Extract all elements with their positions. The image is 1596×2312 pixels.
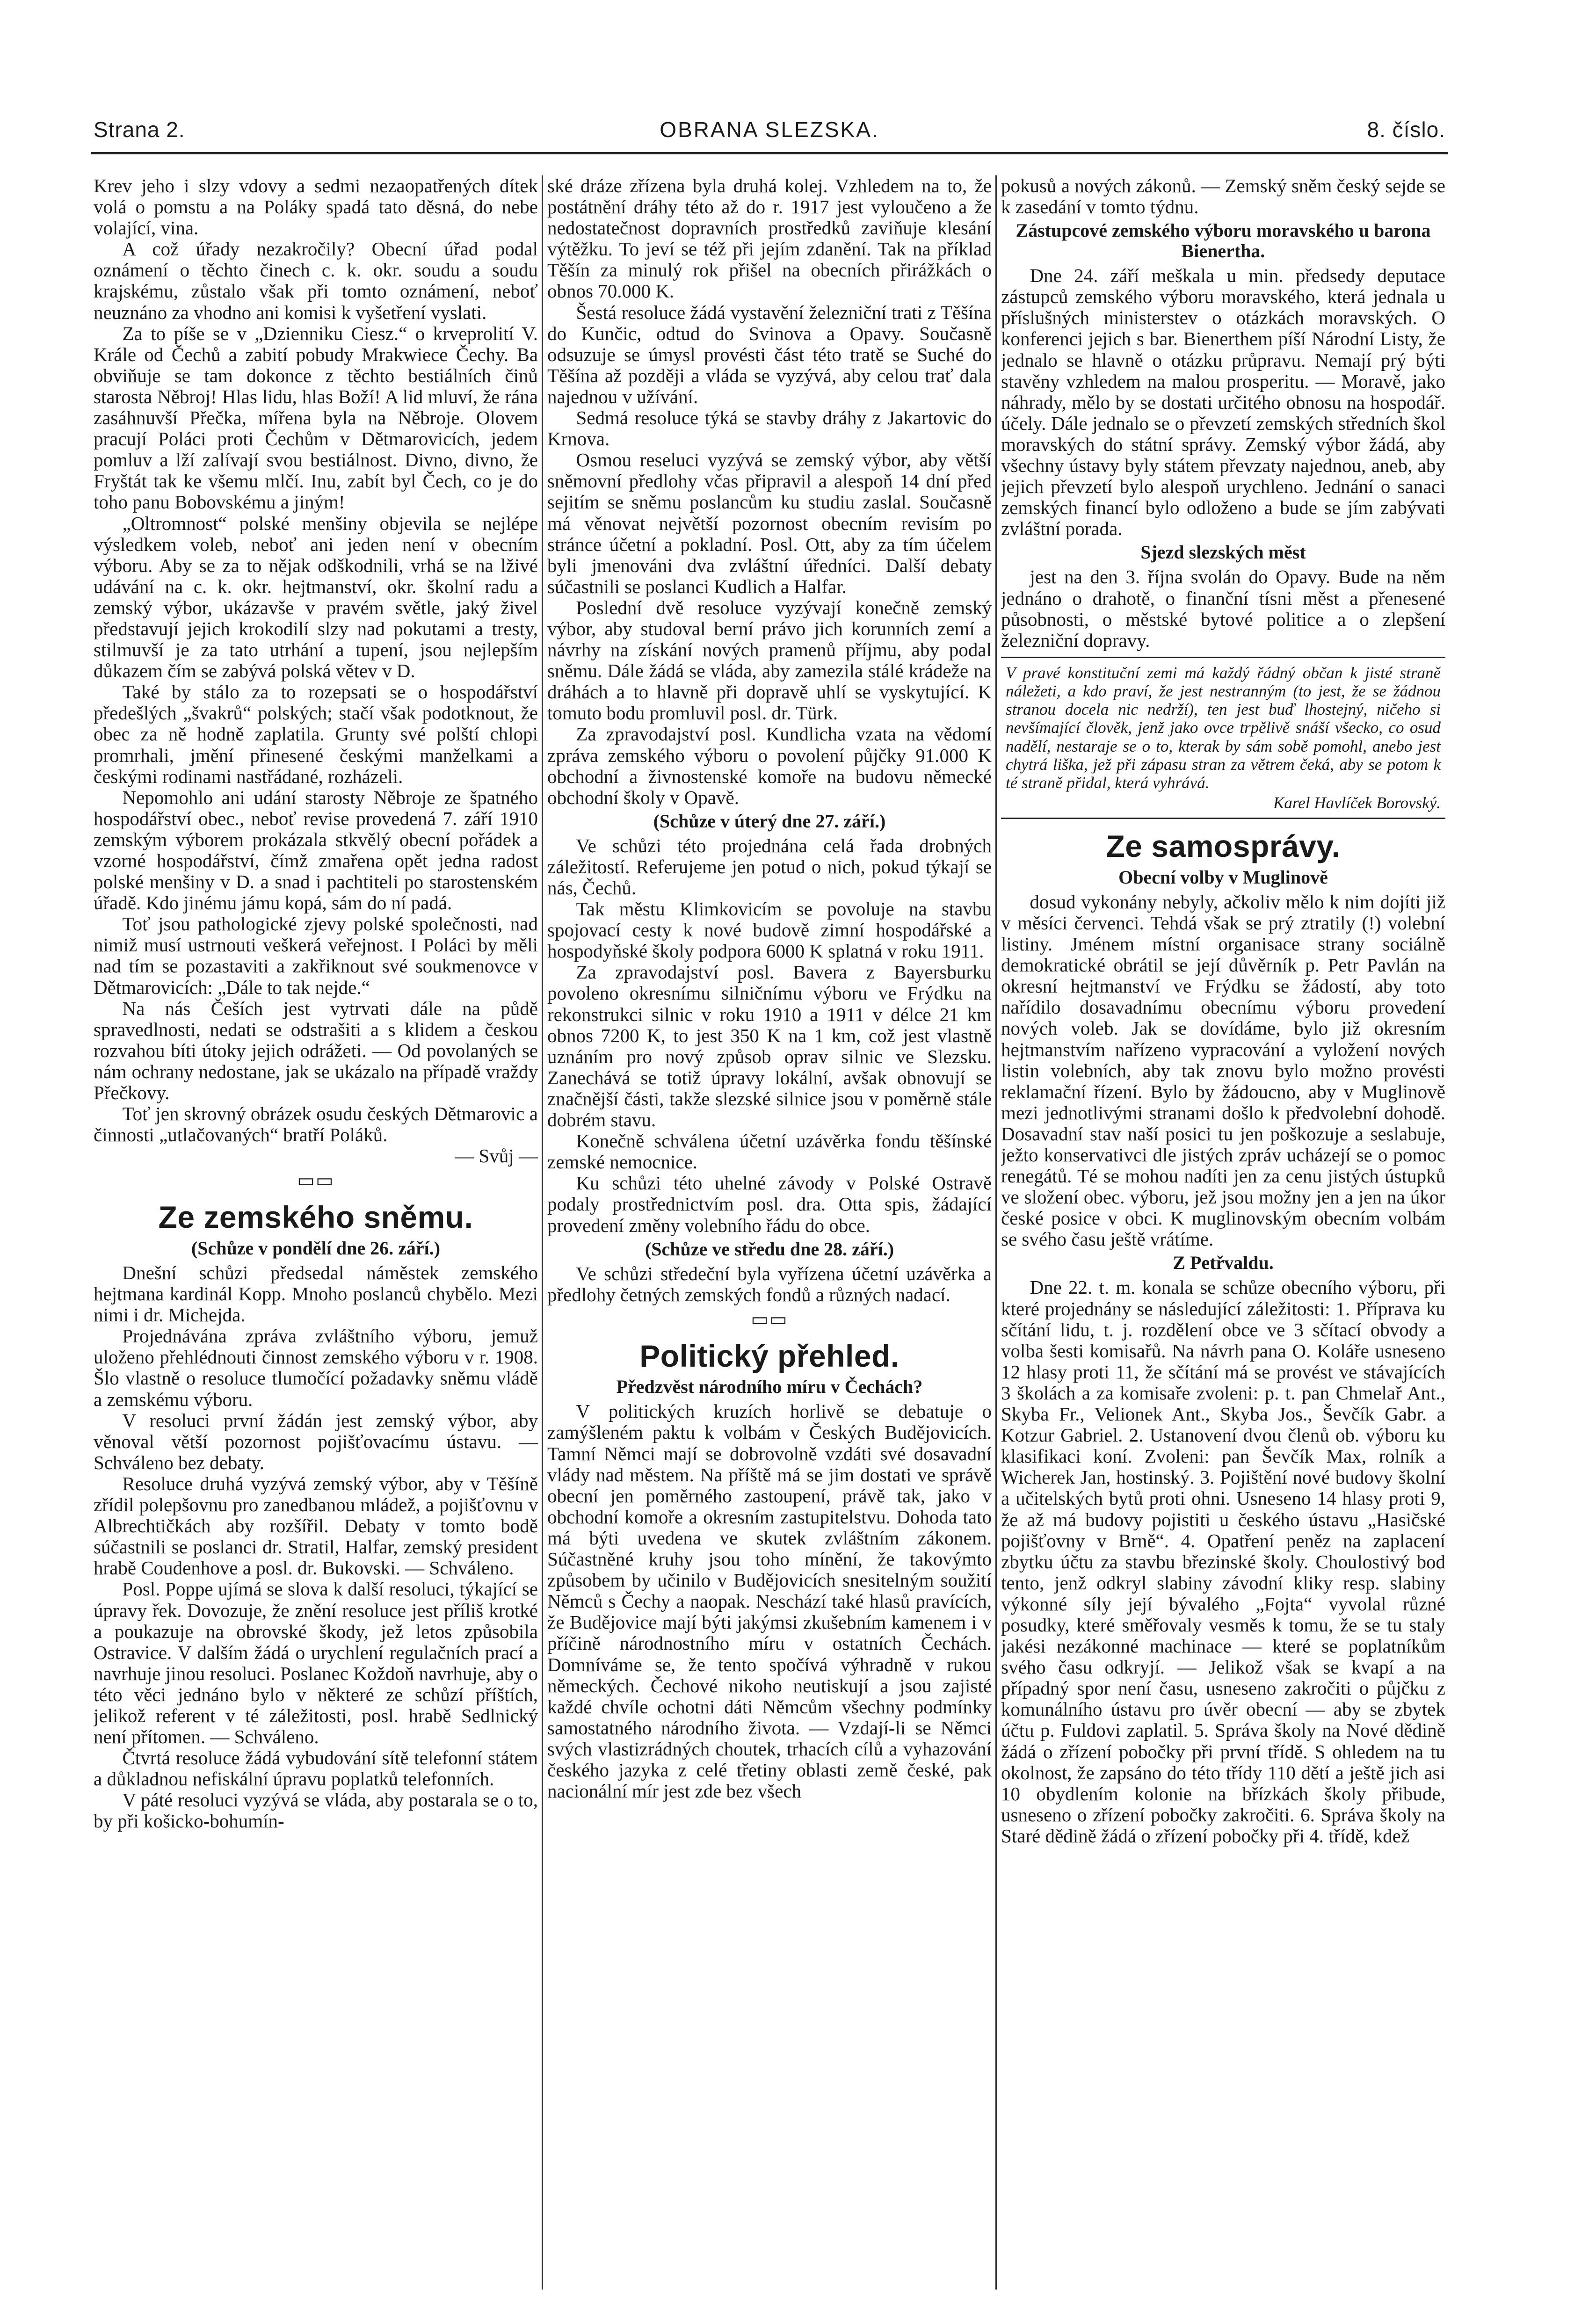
page-header — [94, 117, 1445, 150]
quote-text: V pravé konstituční zemi má každý řádný občan k jisté straně náležeti, a kdo praví, že jest nestranným (to jest, že se žádnou stranou docela nic nedrží), ten jest buď lhostejný, ničeho si nevšímající člověk, jenž jako ovce trpělivě snáší všecko, co osud nadělí, nestaraje se o to, kterak by sám sobě pomohl, anebo jest chytrá liška, jež při zápasu stran za větrem čeká, aby se potom k té straně přidal, která vyhrává. — [1006, 663, 1441, 792]
paragraph: Resoluce druhá vyzývá zemský výbor, aby v Těšíně zřídil polepšovnu pro zanedbanou mládež, a pojišťovnu v Albrechtičkách aby rozšířil. Debaty v tomto bodě súčastnili se poslanci dr. Stratil, Halfar, zemský president hrabě Coudenhove a posl. dr. Bukovski. — Schváleno. — [94, 1472, 538, 1579]
article-lead-heading: Předzvěst národního míru v Čechách? — [616, 1376, 923, 1398]
section-title: Ze samosprávy. — [1106, 829, 1341, 864]
section-title: Ze zemského sněmu. — [158, 1200, 473, 1235]
paragraph: Toť jen skrovný obrázek osudu českých Dětmarovic a činnosti „utlačovaných“ bratří Poláků. — [94, 1103, 538, 1146]
paragraph: Šestá resoluce žádá vystavění železniční trati z Těšína do Kunčic, odtud do Svinova a Opavy. Současně odsuzuje se úmysl provésti část této tratě se Suché do Těšína až později a vláda se vyzývá, aby celou trať dala najednou v užívání. — [547, 301, 992, 407]
page-number: Strana 2. — [94, 117, 185, 142]
paragraph: jest na den 3. října svolán do Opavy. Bude na něm jednáno o drahotě, o finanční tísni měst a přenesené působnosti, o městské bytové politice a o zlepšení železniční dopravy. — [1001, 566, 1445, 651]
paragraph: „Oltromnost“ polské menšiny objevila se nejlépe výsledkem voleb, neboť ani jeden není v obecním výboru. Aby se za to nějak odškodnili, vrhá se na lživé udávání na c. k. okr. hejtmanství, okr. školní radu a zemský výbor, ukázavše v pravém světle, jaký živel představují jejich krokodilí slzy nad pokutami a tresty, stilmuvší je za tato utrhání a tupení, jsou nejlepším důkazem čím se zabývá polská větev v D. — [94, 512, 538, 682]
section-title: Politický přehled. — [639, 1338, 900, 1373]
article-lead-heading: Sjezd slezských měst — [1140, 542, 1306, 563]
column-divider — [995, 175, 997, 2290]
quote-author: Karel Havlíček Borovský. — [1273, 794, 1441, 812]
paragraph: Dne 22. t. m. konala se schůze obecního výboru, při které projednány se následující záležitosti: 1. Příprava ku sčítání lidu, t. j. rozdělení obce ve 3 sčítací obvody a volba šesti komisařů. Na návrh pana O. Koláře usneseno 12 hlasy proti 11, že sčítání má se provést ve stávajících 3 školách a za komisaře zvoleni: p. t. pan Chmelař Ant., Skyba Fr., Velionek Ant., Skyba Jos., Ševčík Gabr. a Kotzur Gabriel. 2. Ustanovení dvou členů ob. výboru ku klasifikaci koní. Zvoleni: pan Ševčík Max, rolník a Wicherek Jan, hostinský. 3. Pojištění nové budovy školní a učitelských bytů proti ohni. Usneseno 14 hlasy proti 9, že až má budovy pojistiti u českého ústavu „Hasičské pojišťovny v Brně“. 4. Opatření peněz na zaplacení zbytku účtu za stavbu březinské školy. Choulostivý bod tento, jenž odkryl slabiny závodní kliky resp. slabiny výkonné síly její bývalého „Fojta“ vyvolal různé posudky, které směřovaly vesměs k tomu, že se tu staly jakési nezákonné machinace — které se poplatníkům svého času odkryjí. — Jelikož však se kvapí a na případný spor není času, usneseno zakročiti o půjčku z komunálního ústavu pro úvěr obecní — aby se zbytek účtu p. Fuldovi zaplatil. 5. Správa školy na Nové dědině žádá o zřízení pobočky při první třídě. S ohledem na tu okolnost, že zapsáno do této třídy 110 dětí a ještě jich asi 10 obydlením kolonie na břízkách školy přibude, usneseno o zřízení pobočky zakročiti. 6. Správa školy na Staré dědině žádá o zřízení pobočky při 4. třídě, kdež — [1001, 1276, 1445, 1847]
paragraph: Krev jeho i slzy vdovy a sedmi nezaopatřených dítek volá o pomstu a na Poláky spadá tato děsná, do nebe volající, vina. — [94, 175, 538, 239]
paragraph: Projednávána zpráva zvláštního výboru, jemuž uloženo přehlédnouti činnost zemského výboru v r. 1908. Šlo vlastně o resoluce tlumočící požadavky sněmu vládě a zemskému výboru. — [94, 1325, 538, 1410]
paragraph: Ve schůzi středeční byla vyřízena účetní uzávěrka a předlohy četných zemských fondů a různých nadací. — [547, 1262, 992, 1305]
paragraph: Ve schůzi této projednána celá řada drobných záležitostí. Referujeme jen potud o nich, pokud týkají se nás, Čechů. — [547, 834, 992, 899]
article-lead-heading: Zástupcové zemského výboru moravského u barona Bienertha. — [1016, 220, 1431, 262]
column-1 — [94, 175, 538, 2290]
section-divider: ▭▭ — [751, 1308, 788, 1330]
column-divider — [542, 175, 543, 2290]
article-signature: — Svůj — — [455, 1145, 538, 1167]
paragraph: A což úřady nezakročily? Obecní úřad podal oznámení o těchto činech c. k. okr. soudu a soudu krajskému, zůstalo však při tomto oznámení, neboť neuznáno za vhodno ani komisi k vyšetření vyslati. — [94, 238, 538, 323]
paragraph: Na nás Češích jest vytrvati dále na půdě spravedlnosti, nedati se odstrašiti a s klidem a českou rozvahou bíti útoky jejich odrážeti. — Od povolaných se nám ochrany nedostane, jak se ukázalo na případě vraždy Přečkovy. — [94, 997, 538, 1104]
paragraph: Také by stálo za to rozepsati se o hospodářství předešlých „švakrů“ polských; stačí však podotknout, že obec za ně hodně zaplatila. Grunty své polští chlopi promrhali, jmění přinesené českými manželkami a českými rodinami nastřádané, rozházeli. — [94, 681, 538, 787]
paragraph: Čtvrtá resoluce žádá vybudování sítě telefonní státem a důkladnou nefiskální úpravu poplatků telefonních. — [94, 1747, 538, 1790]
paragraph: Sedmá resoluce týká se stavby dráhy z Jakartovic do Krnova. — [547, 407, 992, 450]
paragraph: Dnešní schůzi předsedal náměstek zemského hejtmana kardinál Kopp. Mnoho poslanců chybělo. Mezi nimi i dr. Michejda. — [94, 1262, 538, 1326]
paragraph: Dne 24. září meškala u min. předsedy deputace zástupců zemského výboru moravského, která jednala u příslušných ministerstev o otázkách moravských. O konferenci jejich s bar. Bienerthem píší Národní Listy, že jednalo se hlavně o otázku průpravu. Nemají prý býti stavěny vzhledem na malou prosperitu. — Moravě, jako náhrady, mělo by se dostati určitého obnosu na hospodář. účely. Dále jednalo se o převzetí zemských středních škol moravských do státní správy. Zemský výbor žádá, aby všechny ústavy byly státem převzaty najednou, aneb, aby jejich převzetí bylo alespoň urychleno. Jednání o sanaci zemských financí bylo odloženo a bude se jím zabývati zvláštní porada. — [1001, 265, 1445, 540]
paragraph: Tak městu Klimkovicím se povoluje na stavbu spojovací cesty k nové budově zimní hospodářské a hospodyňské školy podpora 6000 K splatná v roku 1911. — [547, 898, 992, 962]
paragraph: Toť jsou pathologické zjevy polské společnosti, nad nimiž musí ustrnouti veškerá veřejnost. I Poláci by měli nad tím se pozastaviti a zakřiknout své soukmenovce v Dětmarovicích: „Dále to tak nejde.“ — [94, 913, 538, 998]
paragraph: Za to píše se v „Dzienniku Ciesz.“ o krveprolití V. Krále od Čechů a zabití pobudy Mrakwiece Čechy. Ba obviňuje se tam dokonce z těchto bestiálních činů starosta Něbroj! Hlas lidu, hlas Boží! A lid mluví, že rána zasáhnuvší Přečka, mířena byla na Něbroje. Olovem pracují Poláci proti Čechům v Dětmarovicích, jedem pomluv a lží zalívají svou bestiálnost. Divno, divno, že Fryštát tak ke všemu mlčí. Inu, zabít byl Čech, co je do toho panu Bobovskému a jiným! — [94, 322, 538, 513]
article-lead-heading: Obecní volby v Muglinově — [1118, 866, 1328, 888]
session-heading: (Schůze v úterý dne 27. září.) — [653, 810, 886, 832]
column-2 — [547, 175, 992, 2290]
paragraph: V páté resoluci vyzývá se vláda, aby postarala se o to, by při košicko-bohumín- — [94, 1789, 538, 1832]
quote-box — [1001, 657, 1445, 819]
article-lead-heading: Z Petřvaldu. — [1173, 1252, 1274, 1274]
session-heading: (Schůze v pondělí dne 26. září.) — [191, 1238, 441, 1259]
paragraph: V politických kruzích horlivě se debatuje o zamýšleném paktu k volbám v Českých Budějovicích. Tamní Němci mají se dobrovolně vzdáti své dosavadní vlády nad městem. Na příště má se jim dostati ve správě obecní jen poměrného zastoupení, právě tak, jako v obchodní komoře a okresním zastupitelstvu. Dohoda tato má býti uvedena ve skutek zvláštním zákonem. Súčastněné kruhy jsou toho mínění, že takovýmto způsobem by učinilo v Budějovicích snesitelným soužití Němců s Čechy a naopak. Neschází také hlasů pravících, že Budějovice mají býti jakýmsi zkušebním kamenem i v příčině národnostního míru v ostatních Čechách. Domníváme se, že tento spočívá výhradně v rukou německých. Čechové nikoho neutiskují a jsou zajisté každé chvíle ochotni dáti Němcům všechny podmínky samostatného národního života. — Vzdají-li se Němci svých vlastizrádných choutek, trhacích cílů a vyhazování českého jazyka z celé třetiny oblasti země české, pak nacionální mír jest zde bez všech — [547, 1400, 992, 1802]
paragraph: V resoluci první žádán jest zemský výbor, aby věnoval větší pozornost pojišťovacímu ústavu. — Schváleno bez debaty. — [94, 1409, 538, 1473]
paragraph: Poslední dvě resoluce vyzývají konečně zemský výbor, aby studoval berní právo jich korunních zemí a návrhy na získání nových pramenů příjmu, aby podal sněmu. Dále žádá se vláda, aby zamezila stálé krádeže na dráhách a to hlavně při dopravě uhlí se vyskytující. K tomuto bodu promluvil posl. dr. Türk. — [547, 596, 992, 724]
section-divider: ▭▭ — [297, 1170, 334, 1192]
newspaper-title: OBRANA SLEZSKA. — [660, 117, 879, 142]
issue-number: 8. číslo. — [1367, 117, 1445, 142]
column-3 — [1001, 175, 1445, 2290]
header-rule — [91, 152, 1448, 154]
paragraph: Posl. Poppe ujímá se slova k další resoluci, týkající se úpravy řek. Dovozuje, že znění resoluce jest příliš krotké a poukazuje na obrovské škody, jež letos způsobila Ostravice. V dalším žádá o urychlení regulačních prací a navrhuje jinou resoluci. Poslanec Koždoň navrhuje, aby o této věci jednáno bylo v některé ze schůzí příštích, jelikož referent v té záležitosti, posl. hrabě Sedlnický není přítomen. — Schváleno. — [94, 1578, 538, 1748]
paragraph: Za zpravodajství posl. Bavera z Bayersburku povoleno okresnímu silničnímu výboru ve Frýdku na rekonstrukci silnic v roku 1910 a 1911 v délce 21 km obnos 7200 K, to jest 350 K na 1 km, což jest vlastně uznáním pro nový způsob oprav silnic ve Slezsku. Zanechává se totiž úpravy lokální, avšak obnovují se značnější části, takže slezské silnice jsou v poměrně stále dobrém stavu. — [547, 961, 992, 1131]
paragraph: Ku schůzi této uhelné závody v Polské Ostravě podaly prostřednictvím posl. dra. Otta spis, žádající provedení změny volebního řádu do obce. — [547, 1172, 992, 1236]
paragraph: dosud vykonány nebyly, ačkoliv mělo k nim dojíti již v měsíci červenci. Tehdá však se prý ztratily (!) volební listiny. Jménem místní organisace strany sociálně demokratické obrátil se její důvěrník p. Petr Pavlán na okresní hejtmanství ve Frýdku se žádostí, aby toto nařídilo dosavadnímu obecnímu výboru provedení nových voleb. Jak se dovídáme, bylo již okresním hejtmanstvím nařízeno vypracování a vyložení nových listin volebních, aby tak znovu bylo možno provésti reklamační řízení. Bylo by žádoucno, aby v Muglinově mezi jednotlivými stranami došlo k předvolební dohodě. Dosavadní stav naší posici tu jen poškozuje a seslabuje, ježto konservativci dle jistých zpráv ucházejí se o pomoc renegátů. Té se mohou nadíti jen za cenu jistých ústupků ve složení obec. výboru, jež jsou možny jen a jen na úkor české posice v obci. K muglinovským obecním volbám se svého času ještě vrátíme. — [1001, 891, 1445, 1250]
paragraph: ské dráze zřízena byla druhá kolej. Vzhledem na to, že postátnění dráhy této až do r. 1917 jest vyloučeno a že nedostatečnost dopravních prostředků zaviňuje klesání výtěžku. To jeví se též při jejím zdanění. Tak na příklad Těšín za minulý rok přišel na obecních přirážkách o obnos 70.000 K. — [547, 175, 992, 302]
paragraph: Za zpravodajství posl. Kundlicha vzata na vědomí zpráva zemského výboru o povolení půjčky 91.000 K obchodní a živnostenské komoře na budovu německé obchodní školy v Opavě. — [547, 723, 992, 808]
paragraph: Nepomohlo ani udání starosty Něbroje ze špatného hospodářství obec., neboť revise provedená 7. září 1910 zemským výborem prokázala stkvělý obecní pořádek a vzorné hospodářství, čímž zmařena opět jedna radost polské menšiny v D. a snad i pachtiteli po starostenském úřadě. Kdo jinému jámu kopá, sám do ní padá. — [94, 786, 538, 914]
paragraph: pokusů a nových zákonů. — Zemský sněm český sejde se k zasedání v tomto týdnu. — [1001, 175, 1445, 218]
session-heading: (Schůze ve středu dne 28. září.) — [645, 1238, 894, 1260]
paragraph: Konečně schválena účetní uzávěrka fondu těšínské zemské nemocnice. — [547, 1130, 992, 1173]
paragraph: Osmou reseluci vyzývá se zemský výbor, aby větší sněmovní předlohy včas připravil a alespoň 14 dní před sejitím se sněmu poslancům ku studiu zaslal. Současně má věnovat největší pozornost obecním revisím po stránce účetní a pokladní. Posl. Ott, aby za tím účelem byli jmenováni dva zvláštní úředníci. Další debaty súčastnili se poslanci Kudlich a Halfar. — [547, 449, 992, 597]
